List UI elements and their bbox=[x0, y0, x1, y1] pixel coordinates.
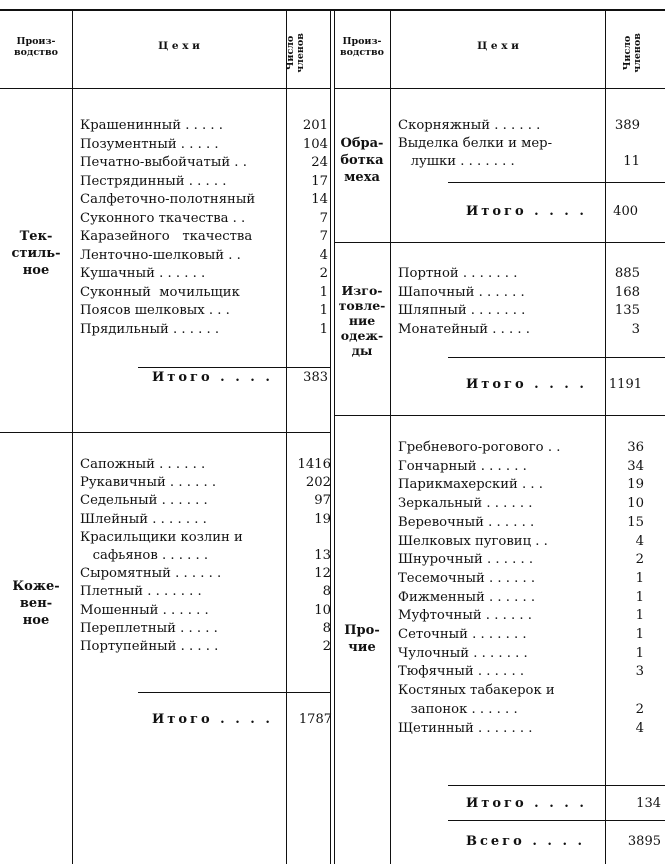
header-members-right: Число членов bbox=[622, 33, 643, 73]
grand-total-value: 3895 bbox=[627, 834, 661, 849]
textile-row-value: 17 bbox=[311, 173, 328, 189]
other-row-value: 1 bbox=[635, 645, 644, 661]
other-row-name: Муфточный . . . . . . bbox=[398, 608, 532, 624]
textile-row-value: 14 bbox=[311, 192, 328, 207]
fur-total-label: Итого . . . . bbox=[466, 204, 587, 219]
clothing-total-label: Итого . . . . bbox=[466, 377, 587, 392]
other-row-name: запонок . . . . . . bbox=[398, 701, 518, 717]
leather-row-name: Портупейный . . . . . bbox=[80, 639, 219, 654]
group-fur: Обра- ботка меха bbox=[340, 136, 384, 185]
clothing-total-rule bbox=[448, 357, 665, 358]
leather-row-value: 8 bbox=[322, 584, 331, 600]
other-row-value: 36 bbox=[627, 440, 644, 455]
clothing-row-name: Монатейный . . . . . bbox=[398, 321, 530, 337]
fur-row-value: 389 bbox=[614, 118, 640, 133]
textile-total-value: 383 bbox=[303, 370, 328, 385]
textile-row-name: Пестрядинный . . . . . bbox=[80, 173, 227, 189]
header-rule-right bbox=[334, 88, 665, 89]
other-row-name: Тесемочный . . . . . . bbox=[398, 570, 536, 586]
other-row-value: 19 bbox=[627, 477, 644, 493]
header-rule-left bbox=[0, 88, 330, 89]
grand-total-rule bbox=[448, 820, 665, 821]
other-total-label: Итого . . . . bbox=[466, 796, 587, 811]
textile-row-value: 104 bbox=[302, 136, 328, 152]
textile-row-name: Кушачный . . . . . . bbox=[80, 266, 206, 281]
clothing-row-value: 168 bbox=[614, 284, 640, 300]
textile-end-rule bbox=[0, 432, 330, 433]
other-row-value: 15 bbox=[627, 514, 644, 530]
other-row-name: Фижменный . . . . . . bbox=[398, 589, 536, 605]
leather-row-name: Красильщики козлин и bbox=[80, 529, 243, 545]
leather-row-value: 2 bbox=[322, 639, 331, 654]
other-row-value: 4 bbox=[635, 720, 644, 736]
fur-total-value: 400 bbox=[613, 204, 638, 219]
other-row-name: Гончарный . . . . . . bbox=[398, 458, 527, 474]
leather-row-name: Сыромятный . . . . . . bbox=[80, 566, 222, 582]
other-total-value: 134 bbox=[636, 796, 661, 811]
group-textile: Тек- стиль- ное bbox=[11, 229, 61, 278]
textile-row-name: Печатно-выбойчатый . . bbox=[80, 155, 247, 170]
textile-row-value: 1 bbox=[319, 284, 328, 300]
leather-row-value: 10 bbox=[314, 602, 331, 618]
leather-row-value: 1416 bbox=[297, 457, 331, 472]
textile-row-name: Поясов шелковых . . . bbox=[80, 303, 230, 318]
other-row-value: 2 bbox=[635, 701, 644, 717]
other-row-name: Щетинный . . . . . . . bbox=[398, 720, 533, 736]
clothing-total-value: 1191 bbox=[608, 377, 642, 392]
textile-row-value: 24 bbox=[311, 155, 328, 170]
textile-row-name: Салфеточно-полотняный bbox=[80, 192, 256, 207]
clothing-row-value: 885 bbox=[614, 266, 640, 281]
textile-row-value: 201 bbox=[302, 118, 328, 133]
textile-total-label: Итого . . . . bbox=[152, 370, 273, 385]
leather-row-name: Плетный . . . . . . . bbox=[80, 584, 202, 600]
leather-row-value: 202 bbox=[305, 475, 331, 491]
other-row-name: Гребневого-рогового . . bbox=[398, 440, 561, 455]
leather-row-name: Сапожный . . . . . . bbox=[80, 457, 206, 472]
textile-total-rule bbox=[138, 367, 330, 368]
header-production-left: Произ- водство bbox=[14, 36, 58, 58]
leather-row-value: 12 bbox=[314, 566, 331, 582]
other-row-name: Зеркальный . . . . . . bbox=[398, 496, 533, 512]
clothing-row-value: 135 bbox=[614, 303, 640, 318]
textile-row-name: Суконный мочильщик bbox=[80, 284, 240, 300]
textile-row-value: 7 bbox=[319, 229, 328, 244]
header-members-left: Число членов bbox=[285, 33, 306, 73]
other-row-value: 1 bbox=[635, 570, 644, 586]
leather-row-value: 97 bbox=[314, 493, 331, 509]
textile-row-name: Крашенинный . . . . . bbox=[80, 118, 223, 133]
other-row-name: Шнурочный . . . . . . bbox=[398, 552, 534, 568]
leather-total-value: 1787 bbox=[298, 712, 332, 727]
textile-row-name: Каразейного ткачества bbox=[80, 229, 253, 244]
group-clothing: Изго- товле- ние одеж- ды bbox=[338, 283, 386, 358]
other-row-value: 1 bbox=[635, 589, 644, 605]
leather-row-name: сафьянов . . . . . . bbox=[80, 548, 209, 563]
top-rule bbox=[0, 9, 665, 11]
header-production-right: Произ- водство bbox=[340, 36, 384, 58]
other-row-name: Парикмахерский . . . bbox=[398, 477, 543, 493]
clothing-end-rule bbox=[334, 415, 665, 416]
other-row-name: Шелковых пуговиц . . bbox=[398, 533, 548, 549]
leather-total-rule bbox=[138, 692, 330, 693]
textile-row-value: 4 bbox=[319, 247, 328, 263]
fur-row-name: лушки . . . . . . . bbox=[398, 154, 515, 169]
grand-total-label: Всего . . . . bbox=[466, 834, 586, 849]
textile-row-value: 1 bbox=[319, 303, 328, 318]
other-row-value: 2 bbox=[635, 552, 644, 568]
clothing-row-value: 3 bbox=[631, 321, 640, 337]
textile-row-name: Прядильный . . . . . . bbox=[80, 321, 220, 337]
group-leather: Коже- вен- ное bbox=[12, 579, 60, 628]
leather-row-value: 19 bbox=[314, 511, 331, 527]
header-shops-left: Ц е х и bbox=[158, 40, 200, 52]
other-total-rule bbox=[448, 785, 665, 786]
other-row-name: Чулочный . . . . . . . bbox=[398, 645, 528, 661]
fur-row-value: 11 bbox=[623, 154, 640, 169]
vline-middle-a bbox=[330, 10, 331, 864]
leather-row-name: Мошенный . . . . . . bbox=[80, 602, 209, 618]
clothing-row-name: Шляпный . . . . . . . bbox=[398, 303, 526, 318]
textile-row-name: Суконного ткачества . . bbox=[80, 210, 246, 226]
header-shops-right: Ц е х и bbox=[477, 40, 519, 52]
other-row-value: 4 bbox=[635, 533, 644, 549]
leather-row-name: Седельный . . . . . . bbox=[80, 493, 208, 509]
other-row-name: Сеточный . . . . . . . bbox=[398, 627, 527, 642]
leather-total-label: Итого . . . . bbox=[152, 712, 273, 727]
textile-row-value: 7 bbox=[319, 210, 328, 226]
other-row-name: Веревочный . . . . . . bbox=[398, 514, 535, 530]
leather-row-value: 13 bbox=[314, 548, 331, 563]
vline-right-1 bbox=[390, 10, 391, 864]
group-other: Про- чие bbox=[344, 623, 380, 655]
leather-row-value: 8 bbox=[322, 620, 331, 636]
fur-row-name: Выделка белки и мер- bbox=[398, 136, 553, 151]
leather-row-name: Шлейный . . . . . . . bbox=[80, 511, 207, 527]
textile-row-name: Ленточно-шелковый . . bbox=[80, 247, 241, 263]
leather-row-name: Переплетный . . . . . bbox=[80, 620, 218, 636]
fur-row-name: Скорняжный . . . . . . bbox=[398, 118, 541, 133]
textile-row-value: 2 bbox=[319, 266, 328, 281]
other-row-value: 34 bbox=[627, 458, 644, 474]
other-row-value: 3 bbox=[635, 664, 644, 680]
fur-end-rule bbox=[334, 242, 665, 243]
clothing-row-name: Шапочный . . . . . . bbox=[398, 284, 525, 300]
other-row-value: 1 bbox=[635, 627, 644, 642]
other-row-value: 10 bbox=[627, 496, 644, 512]
other-row-value: 1 bbox=[635, 608, 644, 624]
other-row-name: Костяных табакерок и bbox=[398, 683, 555, 699]
textile-row-value: 1 bbox=[319, 321, 328, 337]
other-row-name: Тюфячный . . . . . . bbox=[398, 664, 525, 680]
leather-row-name: Рукавичный . . . . . . bbox=[80, 475, 217, 491]
clothing-row-name: Портной . . . . . . . bbox=[398, 266, 518, 281]
vline-left-1 bbox=[72, 10, 73, 864]
fur-total-rule bbox=[448, 182, 665, 183]
textile-row-name: Позументный . . . . . bbox=[80, 136, 219, 152]
